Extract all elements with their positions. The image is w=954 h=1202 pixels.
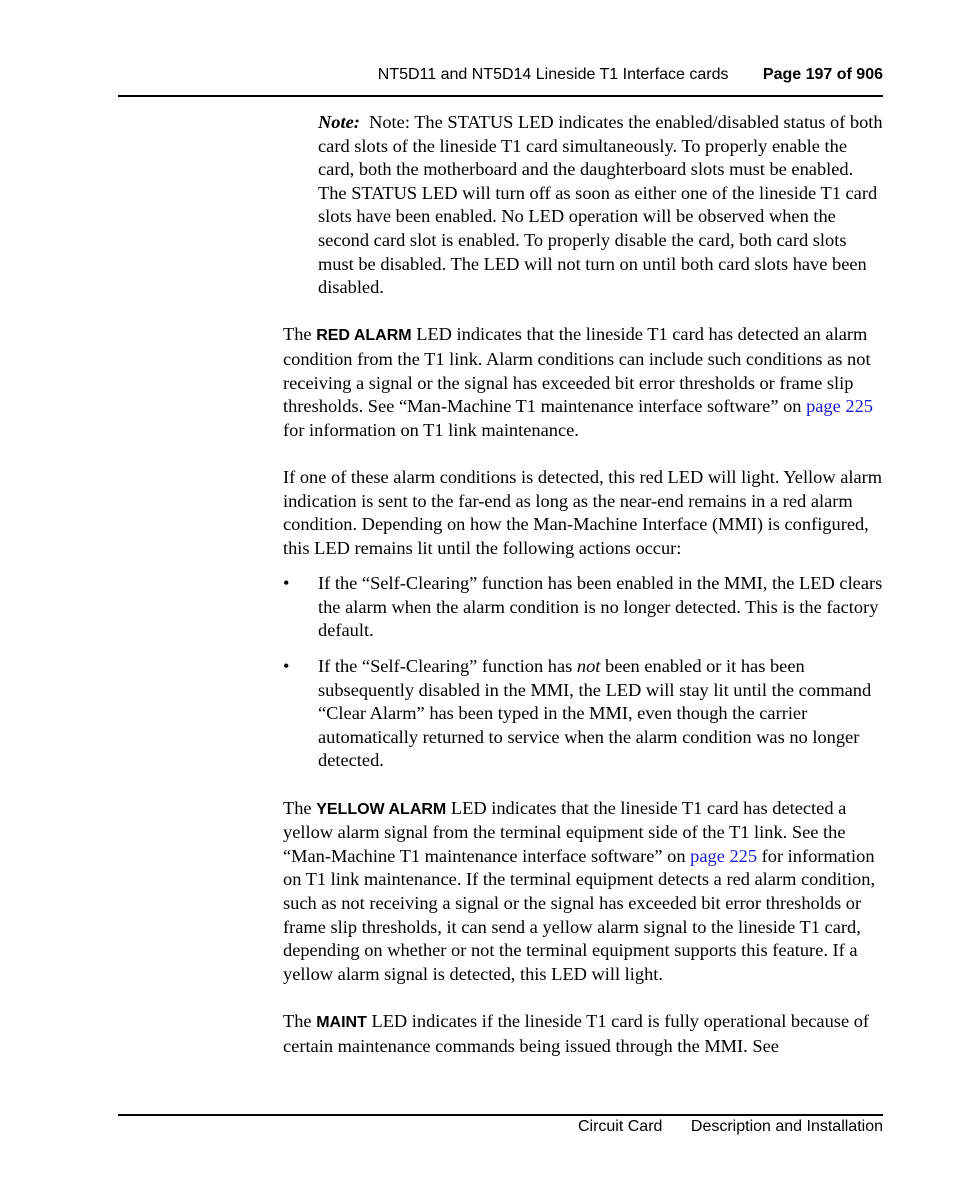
body-content xyxy=(283,111,883,1058)
alarm-conditions-paragraph: If one of these alarm conditions is detected, this red LED will light. Yellow alarm indication is sent to the far-end as long as the near-end remains in a red alarm condition. Depending on how the Man-Machine Interface (MMI) is configured, this LED remains lit until the following actions occur: xyxy=(283,466,883,558)
red-alarm-post: for information on T1 link maintenance. xyxy=(283,419,579,440)
list-item xyxy=(283,572,883,643)
footer-left: Circuit Card xyxy=(577,1118,663,1135)
yellow-alarm-post: for information on T1 link maintenance. If the terminal equipment detects a red alarm condition, such as not receiving a signal or the signal has exceeded bit error thresholds or frame slip thresholds, it can send a yellow alarm signal to the lineside T1 card, depending on whether or not the terminal equipment supports this feature. If a yellow alarm signal is detected, this LED will light. xyxy=(283,845,876,984)
red-alarm-text: LED indicates that the lineside T1 card has detected an alarm condition from the T1 link. Alarm conditions can include such conditions as not receiving a signal or the signal has exceeded bit error thresholds or frame slip thresholds. See “Man-Machine T1 maintenance interface software” on xyxy=(283,324,871,417)
page-225-link[interactable]: page 225 xyxy=(806,396,873,417)
footer-right: Description and Installation xyxy=(690,1118,883,1135)
page-225-link[interactable]: page 225 xyxy=(690,845,758,866)
red-alarm-pre: The xyxy=(283,324,317,345)
note-label: Note: xyxy=(318,112,360,132)
red-alarm-paragraph xyxy=(283,323,883,442)
page-number: Page 197 of 906 xyxy=(762,66,883,83)
yellow-alarm-paragraph xyxy=(283,797,883,987)
list-item xyxy=(283,655,883,773)
document-title: NT5D11 and NT5D14 Lineside T1 Interface cards xyxy=(377,66,729,83)
list-item-text-pre: If the “Self-Clearing” function has xyxy=(318,656,577,677)
red-alarm-keyword: RED ALARM xyxy=(316,327,412,345)
yellow-alarm-text: LED indicates that the lineside T1 card has detected a yellow alarm signal from the terminal equipment side of the T1 link. See the “Man-Machine T1 maintenance interface software” on xyxy=(283,797,847,866)
header-rule xyxy=(118,95,883,97)
maint-pre: The xyxy=(283,1010,317,1031)
note-paragraph xyxy=(318,111,883,300)
bullet-icon: • xyxy=(283,656,290,677)
yellow-alarm-pre: The xyxy=(283,797,317,818)
yellow-alarm-keyword: YELLOW ALARM xyxy=(316,800,447,818)
maint-paragraph xyxy=(283,1010,883,1058)
list-item-text: If the “Self-Clearing” function has been enabled in the MMI, the LED clears the alarm when the alarm condition is no longer detected. This is the factory default. xyxy=(318,573,883,641)
bullet-icon: • xyxy=(283,573,290,594)
maint-keyword: MAINT xyxy=(316,1013,367,1031)
page-footer xyxy=(578,1118,883,1136)
emphasis-not: not xyxy=(576,656,601,677)
maint-text: LED indicates if the lineside T1 card is fully operational because of certain maintenance commands being issued through the MMI. See xyxy=(283,1010,870,1056)
list-item-text-post: been enabled or it has been subsequently disabled in the MMI, the LED will stay lit until the command “Clear Alarm” has been typed in the MMI, even though the carrier automatically returned to service when the alarm condition was no longer detected. xyxy=(318,656,872,771)
note-text: Note: The STATUS LED indicates the enabled/disabled status of both card slots of the lineside T1 card simultaneously. To properly enable the card, both the motherboard and the daughterboard slots must be enabled. The STATUS LED will turn off as soon as either one of the lineside T1 card slots have been enabled. No LED operation will be observed when the second card slot is enabled. To properly disable the card, both card slots must be disabled. The LED will not turn on until both card slots have been disabled. xyxy=(318,112,883,298)
page-header xyxy=(378,66,883,84)
footer-rule xyxy=(118,1114,883,1116)
